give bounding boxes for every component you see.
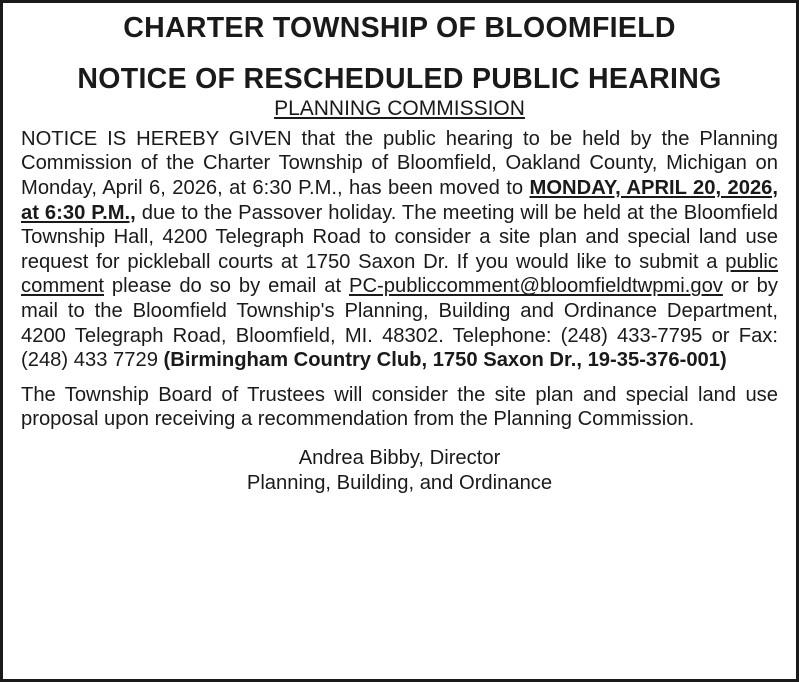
public-comment-link[interactable]: public comment bbox=[21, 250, 778, 298]
commission-subheading: PLANNING COMMISSION bbox=[274, 96, 525, 120]
property-reference: (Birmingham Country Club, 1750 Saxon Dr., 19-35-376-001) bbox=[163, 349, 727, 372]
meeting-details-text: due to the Passover holiday. The meeting will be held at the Bloomfield Township Hall, 4200 Telegraph Road to consider a site plan and special land use request for pickleball courts at 1750 Saxon Dr. If you would like to submit a bbox=[21, 201, 778, 273]
email-prefix-text: please do so by email at bbox=[104, 275, 349, 298]
township-heading: CHARTER TOWNSHIP OF BLOOMFIELD bbox=[123, 12, 676, 44]
board-paragraph: The Township Board of Trustees will consider the site plan and special land use proposal upon receiving a recommendation from the Planning Commission. bbox=[21, 383, 778, 431]
notice-paragraph bbox=[21, 127, 778, 373]
intro-text: NOTICE IS HEREBY GIVEN that the public hearing to be held by the Planning Commission of the Charter Township of Bloomfield, Oakland County, Michigan on Monday, April 6, 2026, at 6:30 P.M., has been moved to bbox=[21, 127, 778, 200]
notice-title: NOTICE OF RESCHEDULED PUBLIC HEARING bbox=[77, 63, 722, 96]
signature-department: Planning, Building, and Ordinance bbox=[246, 471, 553, 494]
signature-name: Andrea Bibby, Director bbox=[298, 446, 501, 469]
signature-block bbox=[21, 446, 778, 496]
email-link[interactable]: PC-publiccomment@bloomfieldtwpmi.gov bbox=[348, 275, 723, 298]
rescheduled-date: MONDAY, APRIL 20, 2026, at 6:30 P.M., bbox=[21, 177, 779, 224]
mail-contact-text: or by mail to the Bloomfield Township's Planning, Building and Ordinance Department, 4200 Telegraph Road, Bloomfield, MI. 48302. Telephone: (248) 433-7795 or Fax: (248) 433 7729 bbox=[21, 275, 778, 372]
